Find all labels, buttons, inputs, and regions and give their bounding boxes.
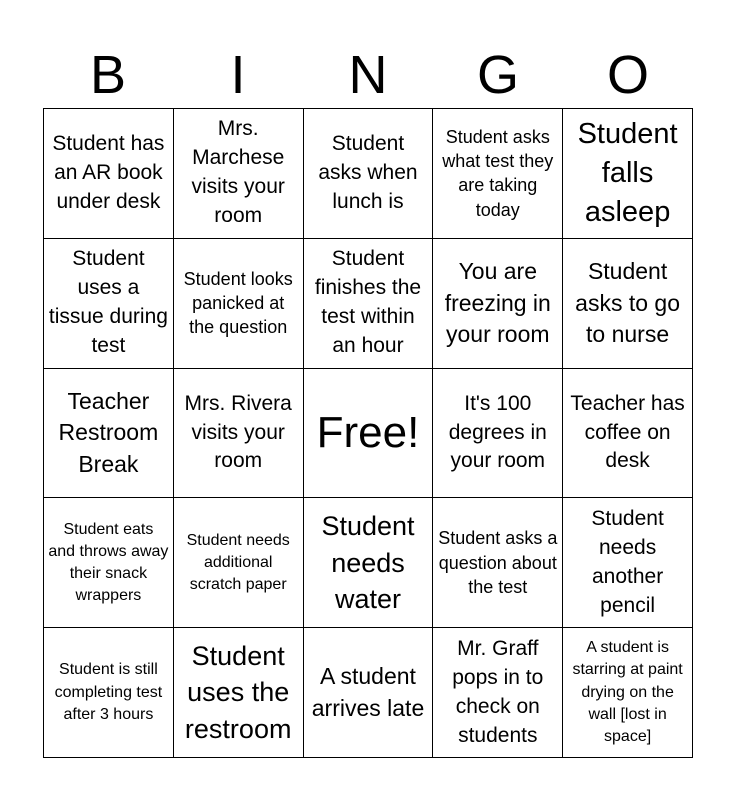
bingo-cell[interactable] <box>433 369 563 499</box>
cell-text: It's 100 degrees in your room <box>448 391 547 473</box>
bingo-cell[interactable] <box>44 369 174 499</box>
bingo-cell[interactable] <box>174 369 304 499</box>
cell-text: Teacher Restroom Break <box>58 388 159 477</box>
header-letter-o: O <box>606 45 649 105</box>
cell-text: Student needs water <box>321 511 415 614</box>
cell-text: Student asks to go to nurse <box>575 258 681 347</box>
bingo-cell[interactable] <box>433 628 563 758</box>
cell-text: Student falls asleep <box>577 118 678 228</box>
cell-text: Student uses the restroom <box>184 640 292 744</box>
bingo-cell[interactable] <box>433 498 563 628</box>
bingo-cell[interactable] <box>174 239 304 369</box>
bingo-cell[interactable] <box>304 628 434 758</box>
bingo-cell[interactable] <box>433 109 563 239</box>
header-letter-n: N <box>348 45 388 105</box>
cell-text: Student has an AR book under desk <box>52 131 165 213</box>
bingo-cell[interactable] <box>563 239 693 369</box>
bingo-cell[interactable] <box>44 498 174 628</box>
header-letter-b: B <box>89 45 127 105</box>
cell-text: Mrs. Marchese visits your room <box>191 117 285 228</box>
cell-text: Student looks panicked at the question <box>183 268 293 338</box>
free-space-cell[interactable] <box>304 369 434 499</box>
cell-text: Student eats and throws away their snack wrappers <box>48 520 169 604</box>
bingo-cell[interactable] <box>44 239 174 369</box>
bingo-cell[interactable] <box>44 109 174 239</box>
bingo-cell[interactable] <box>304 498 434 628</box>
bingo-cell[interactable] <box>174 628 304 758</box>
cell-text: Student uses a tissue during test <box>48 247 168 358</box>
bingo-cell[interactable] <box>563 109 693 239</box>
cell-text: Student asks when lunch is <box>318 131 418 213</box>
free-space-text: Free! <box>316 407 420 457</box>
bingo-header <box>43 40 693 110</box>
cell-text: Mr. Graff pops in to check on students <box>452 636 544 747</box>
bingo-cell[interactable] <box>174 498 304 628</box>
cell-text: Student finishes the test within an hour <box>314 247 422 358</box>
cell-text: Teacher has coffee on desk <box>570 391 685 473</box>
bingo-cell[interactable] <box>44 628 174 758</box>
cell-text: Student needs another pencil <box>591 506 664 617</box>
bingo-cell[interactable] <box>304 109 434 239</box>
header-letter-g: G <box>476 45 519 105</box>
bingo-cell[interactable] <box>563 628 693 758</box>
cell-text: Student needs additional scratch paper <box>186 531 290 593</box>
cell-text: Mrs. Rivera visits your room <box>184 391 292 473</box>
cell-text: A student is starring at paint drying on the wall [lost in space] <box>572 639 683 745</box>
bingo-cell[interactable] <box>563 369 693 499</box>
bingo-cell[interactable] <box>304 239 434 369</box>
cell-text: Student asks a question about the test <box>438 528 558 597</box>
cell-text: You are freezing in your room <box>444 258 551 347</box>
cell-text: A student arrives late <box>311 663 425 721</box>
bingo-cell[interactable] <box>563 498 693 628</box>
bingo-cell[interactable] <box>433 239 563 369</box>
bingo-board <box>43 108 693 758</box>
cell-text: Student asks what test they are taking today <box>442 126 554 220</box>
header-letter-i: I <box>230 45 246 105</box>
bingo-cell[interactable] <box>174 109 304 239</box>
cell-text: Student is still completing test after 3 hours <box>54 661 163 723</box>
